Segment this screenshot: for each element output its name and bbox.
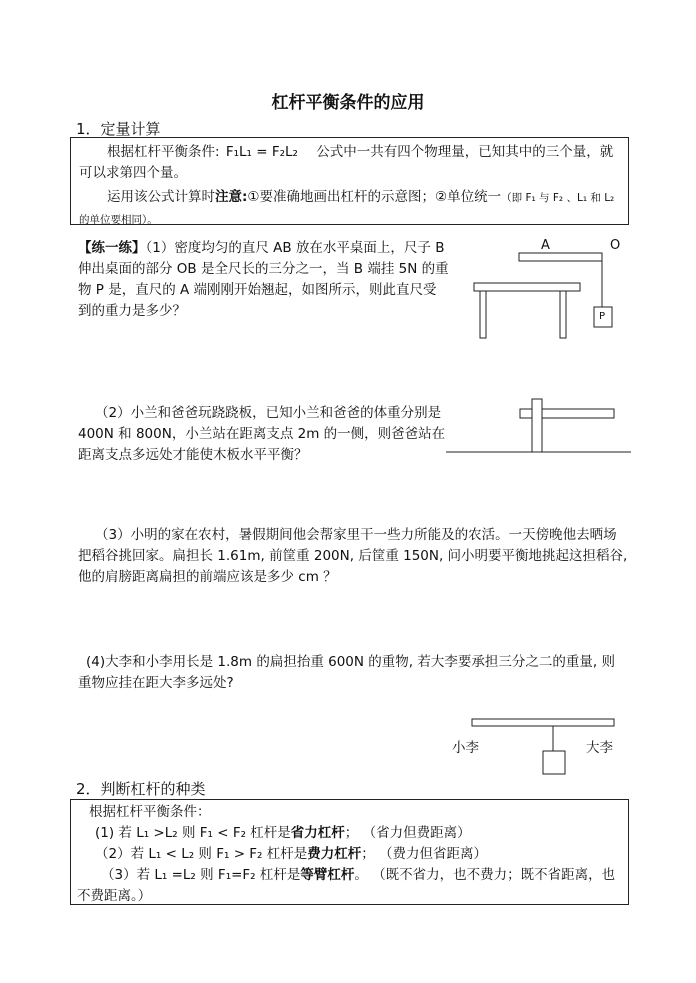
table-top <box>474 283 580 291</box>
figure-seesaw <box>446 397 631 457</box>
seesaw-pivot <box>532 399 542 452</box>
practice-tag: 【练一练】 <box>78 240 146 256</box>
rule-3-type: 等臂杠杆 <box>300 867 355 883</box>
label-o: O <box>610 238 621 253</box>
rule-3 <box>71 865 622 907</box>
section-2-heading: 2．判断杠杆的种类 <box>76 780 206 798</box>
rule-1-condition: (1) 若 L₁ >L₂ 则 F₁ < F₂ 杠杆是 <box>95 825 291 841</box>
rule-2-condition: （2）若 L₁ < L₂ 则 F₁ > F₂ 杠杆是 <box>95 846 308 862</box>
formula-paragraph <box>79 142 622 184</box>
rule-1-note: ； （省力但费距离） <box>344 825 471 841</box>
question-2: （2）小兰和爸爸玩跷跷板，已知小兰和爸爸的体重分别是 400N 和 800N，小兰站在距离支点 2m 的一侧，则爸爸站在距离支点多远处才能使木板水平平衡？ <box>78 405 446 463</box>
figure-carrying-pole <box>448 714 623 780</box>
figure-ruler-table <box>460 236 630 346</box>
label-a: A <box>541 238 550 253</box>
criteria-intro: 根据杠杆平衡条件： <box>89 804 211 820</box>
question-3: （3）小明的家在农村，暑假期间他会帮家里干一些力所能及的农活。一天傍晚他去晒场把稻谷挑回家。扁担长 1.61m, 前筐重 200N, 后筐重 150N, 问小明要平衡地挑起这担稻谷, 他的肩膀距离扁担的前端应该是多少 cm ？ <box>78 527 628 585</box>
table-leg-right <box>560 291 566 338</box>
carrying-pole <box>472 719 614 726</box>
note-paragraph <box>79 187 622 231</box>
note-bold: 注意: <box>215 189 248 205</box>
formula-explain: 公式中一共有四个物理量，已知其中的三个量，就可以求第四个量。 <box>79 144 614 181</box>
section-1-box <box>70 137 629 225</box>
label-p: P <box>599 311 606 322</box>
rule-1-type: 省力杠杆 <box>290 825 345 841</box>
question-1 <box>78 238 450 322</box>
rule-3-note: 。 （既不省力，也不费力；既不省距离，也不费距离。） <box>77 867 616 904</box>
note-small: （即 F₁ 与 F₂ 、L₁ 和 L₂ 的单位要相同）。 <box>79 192 615 226</box>
formula-intro: 根据杠杆平衡条件: <box>107 144 220 160</box>
section-2-box <box>70 799 629 905</box>
page-title: 杠杆平衡条件的应用 <box>271 93 425 113</box>
formula: F₁L₁ = F₂L₂ <box>225 144 298 160</box>
rule-2 <box>89 844 622 865</box>
rule-2-type: 费力杠杆 <box>307 846 362 862</box>
rule-1 <box>89 823 622 844</box>
note-intro: 运用该公式计算时 <box>107 189 215 205</box>
label-da-li: 大李 <box>586 740 613 756</box>
question-1-text: （1）密度均匀的直尺 AB 放在水平桌面上，尺子 B 伸出桌面的部分 OB 是全尺长的三分之一，当 B 端挂 5N 的重物 P 是，直尺的 A 端刚刚开始翘起，如图所示，则此直尺受到的重力是多少？ <box>78 240 449 319</box>
rule-3-condition: （3）若 L₁ =L₂ 则 F₁=F₂ 杠杆是 <box>101 867 301 883</box>
heavy-object <box>543 751 565 774</box>
ruler <box>519 253 602 261</box>
label-xiao-li: 小李 <box>452 740 479 756</box>
note-body: ①要准确地画出杠杆的示意图；②单位统一 <box>247 189 502 205</box>
rule-2-note: ； （费力但省距离） <box>361 846 488 862</box>
table-leg-left <box>480 291 486 338</box>
question-4: (4)大李和小李用长是 1.8m 的扁担抬重 600N 的重物, 若大李要承担三分之二的重量, 则重物应挂在距大李多远处? <box>78 654 615 691</box>
section-1-heading: 1．定量计算 <box>76 120 161 138</box>
